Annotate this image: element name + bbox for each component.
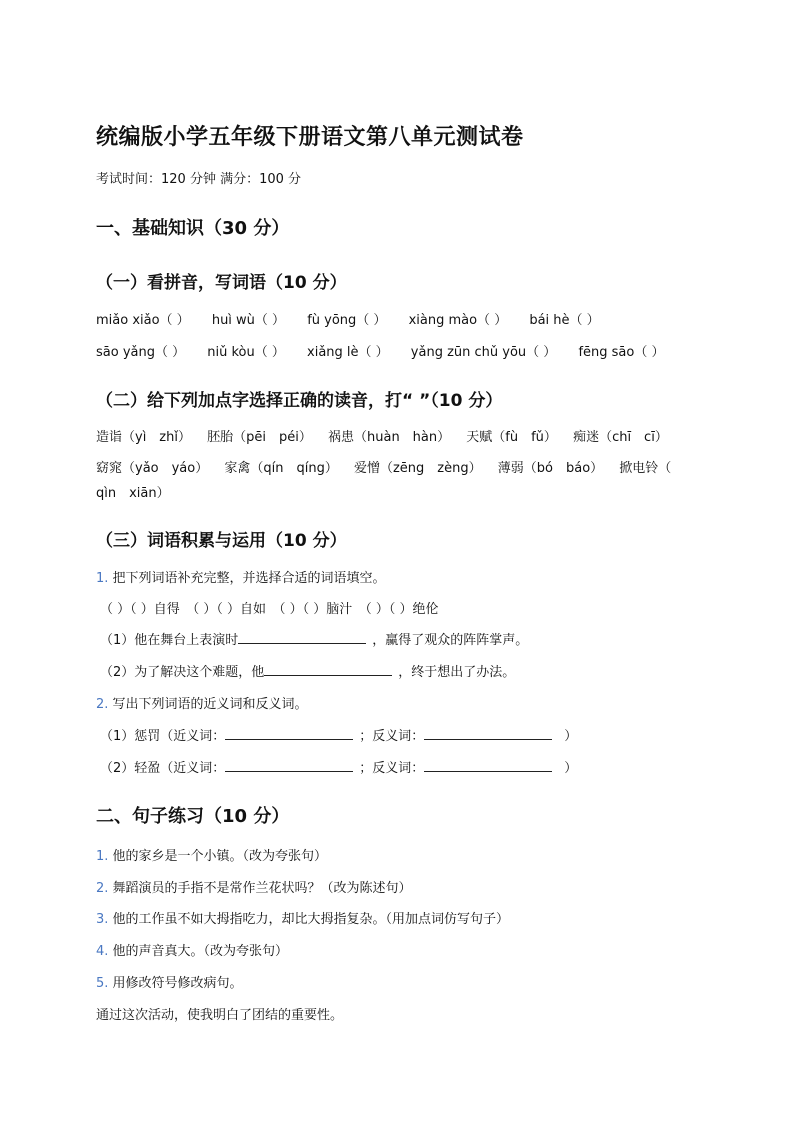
sentence-suffix: ，终于想出了办法。: [398, 665, 516, 680]
sentence-question: [96, 972, 243, 991]
question-2: [96, 693, 308, 712]
reading-item: 爱憎（zēng zèng）: [353, 461, 482, 476]
antonym-label: ；反义词：: [359, 729, 425, 744]
pinyin-item: xiǎng lè（ ）: [307, 345, 389, 360]
reading-item: 造诣（yì zhǐ）: [96, 430, 191, 445]
sec3-heading: （三）词语积累与运用（10 分）: [96, 531, 347, 551]
reading-row-3: qìn xiān）: [96, 486, 170, 501]
close-paren: ）: [564, 729, 578, 744]
reading-item: 祸患（huàn hàn）: [328, 430, 451, 445]
pinyin-item: niǔ kòu（ ）: [207, 345, 285, 360]
reading-item: 胚胎（pēi péi）: [207, 430, 312, 445]
pinyin-item: sāo yǎng（ ）: [96, 345, 186, 360]
question-number: 2.: [96, 881, 109, 896]
reading-item: 掀电铃（: [619, 461, 672, 476]
question-1: [96, 567, 386, 586]
faulty-sentence: 通过这次活动，使我明白了团结的重要性。: [96, 1008, 344, 1023]
reading-row-2: [96, 457, 671, 476]
question-text: 写出下列词语的近义词和反义词。: [112, 697, 308, 712]
sentence-prefix: （2）为了解决这个难题，他: [100, 665, 265, 680]
question-number: 3.: [96, 912, 109, 927]
sentence-question: [96, 845, 327, 864]
antonym-blank[interactable]: [424, 759, 552, 772]
question-text: 他的声音真大。（改为夸张句）: [112, 944, 289, 959]
sentence-prefix: （1）他在舞台上表演时: [100, 633, 239, 648]
answer-blank[interactable]: [264, 663, 392, 676]
reading-item: 家禽（qín qíng）: [224, 461, 338, 476]
pinyin-item: huì wù（ ）: [211, 313, 286, 328]
question-number: 4.: [96, 944, 109, 959]
part1-heading: 一、基础知识（30 分）: [96, 218, 290, 239]
synonym-row-2: [100, 757, 577, 776]
synonym-blank[interactable]: [225, 759, 353, 772]
word-prompt: （2）轻盈（近义词：: [100, 761, 226, 776]
sentence-question: [96, 940, 288, 959]
question-text: 用修改符号修改病句。: [112, 976, 243, 991]
question-number: 1.: [96, 849, 109, 864]
pinyin-item: miǎo xiǎo（ ）: [96, 313, 190, 328]
pinyin-row-2: [96, 341, 664, 360]
pinyin-row-1: [96, 309, 600, 328]
reading-row-1: [96, 426, 668, 445]
sentence-question: [96, 908, 509, 927]
question-text: 他的家乡是一个小镇。（改为夸张句）: [112, 849, 328, 864]
question-text: 舞蹈演员的手指不是常作兰花状吗？（改为陈述句）: [112, 881, 412, 896]
sec1-heading: （一）看拼音，写词语（10 分）: [96, 273, 347, 293]
pinyin-item: xiàng mào（ ）: [408, 313, 508, 328]
fill-sentence-1: [100, 629, 528, 648]
pinyin-item: fēng sāo（ ）: [578, 345, 665, 360]
word-prompt: （1）惩罚（近义词：: [100, 729, 226, 744]
pinyin-item: yǎng zūn chǔ yōu（ ）: [410, 345, 557, 360]
synonym-blank[interactable]: [225, 727, 353, 740]
question-number: 1.: [96, 571, 109, 586]
sentence-suffix: ，赢得了观众的阵阵掌声。: [372, 633, 529, 648]
synonym-row-1: [100, 725, 577, 744]
part2-heading: 二、句子练习（10 分）: [96, 806, 290, 827]
reading-item: 薄弱（bó báo）: [497, 461, 604, 476]
antonym-label: ；反义词：: [359, 761, 425, 776]
reading-item: 痴迷（chī cī）: [573, 430, 668, 445]
close-paren: ）: [564, 761, 578, 776]
question-text: 他的工作虽不如大拇指吃力，却比大拇指复杂。（用加点词仿写句子）: [112, 912, 510, 927]
idiom-fill-row: （ ）（ ）自得 （ ）（ ）自如 （ ）（ ）脑汁 （ ）（ ）绝伦: [100, 602, 439, 617]
pinyin-item: fù yōng（ ）: [307, 313, 387, 328]
antonym-blank[interactable]: [424, 727, 552, 740]
exam-meta: 考试时间：120 分钟 满分：100 分: [96, 172, 302, 187]
answer-blank[interactable]: [238, 631, 366, 644]
question-text: 把下列词语补充完整，并选择合适的词语填空。: [112, 571, 386, 586]
question-number: 2.: [96, 697, 109, 712]
fill-sentence-2: [100, 661, 515, 680]
pinyin-item: bái hè（ ）: [529, 313, 600, 328]
reading-item: 窈窕（yǎo yáo）: [96, 461, 209, 476]
sentence-question: [96, 877, 412, 896]
sec2-heading: （二）给下列加点字选择正确的读音，打“ ”（10 分）: [96, 391, 503, 411]
question-number: 5.: [96, 976, 109, 991]
page-title: 统编版小学五年级下册语文第八单元测试卷: [96, 125, 524, 150]
reading-item: 天赋（fù fǔ）: [466, 430, 557, 445]
